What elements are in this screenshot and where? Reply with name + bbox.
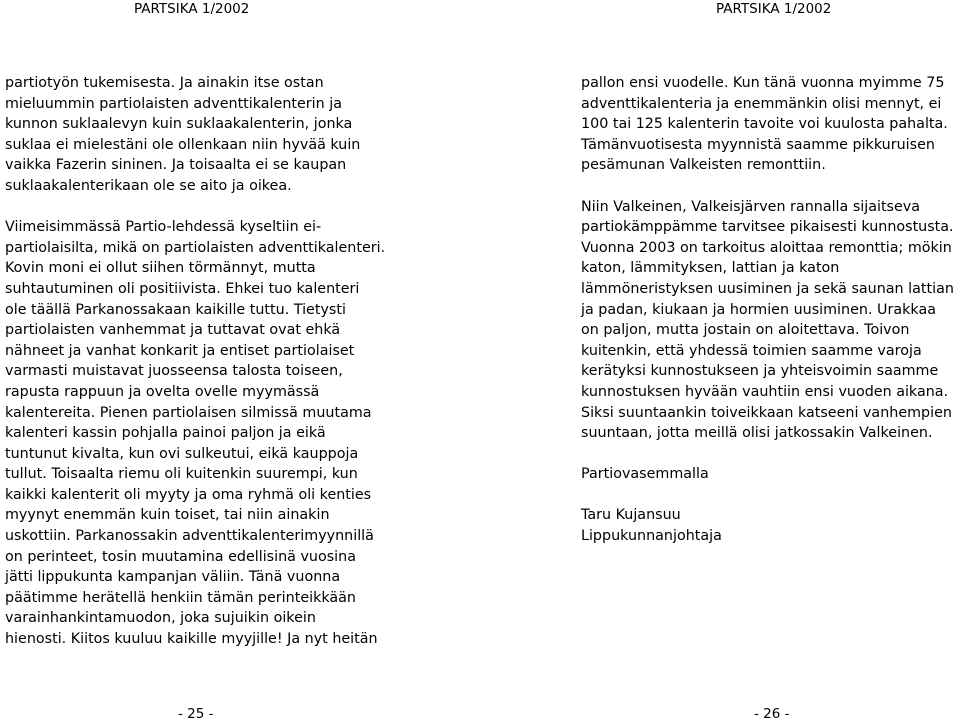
body-paragraph: Viimeisimmässä Partio-lehdessä kyseltiin ei- partiolaisilta, mikä on partiolaisten adventtikalenteri. Kovin moni ei ollut siihen törmännyt, mutta suhtautuminen oli positiivista. Ehkei tuo kalenteri ole täällä Parkanossakaan kaikille tuttu. Tietysti partiolaisten vanhemmat ja tuttavat ovat ehkä nähneet ja vanhat konkarit ja entiset partiolaiset varmasti muistavat juosseensa talosta toiseen, rapusta rappuun ja ovelta ovelle myymässä kalentereita. Pienen partiolaisen silmissä muutama kalenteri kassin pohjalla painoi paljon ja eikä tuntunut kivalta, kun ovi sulkeutui, eikä kauppoja tullut. Toisaalta riemu oli kuitenkin suurempi, kun kaikki kalenterit oli myyty ja oma ryhmä oli kenties myynyt enemmän kuin toiset, tai niin ainakin uskottiin. Parkanossakin adventtikalenterimyynnillä on perinteet, tosin muutamina edellisinä vuosina jätti lippukunta kampanjan väliin. Tänä vuonna päätimme herätellä henkiin tämän perinteikkään varainhankintamuodon, joka sujuikin oikein hienosti. Kiitos kuuluu kaikille myyjille! Ja nyt heitän [5,219,386,648]
signature-title: Lippukunnanjohtaja [581,528,722,545]
closing-line: Partiovasemmalla [581,466,709,483]
page-number-right: - 26 - [754,706,790,722]
left-column [5,73,397,670]
page-header-right: PARTSIKA 1/2002 [716,1,832,17]
body-paragraph: partiotyön tukemisesta. Ja ainakin itse ostan mieluummin partiolaisten adventtikalenterin ja kunnon suklaalevyn kuin suklaakalenterin, jonka suklaa ei mielestäni ole ollenkaan niin hyvää kuin vaikka Fazerin sininen. Ja toisaalta ei se kaupan suklaakalenterikaan ole se aito ja oikea. [5,75,361,194]
signature-name: Taru Kujansuu [581,507,681,524]
body-paragraph: Niin Valkeinen, Valkeisjärven rannalla sijaitseva partiokämppämme tarvitsee pikaisesti kunnostusta. Vuonna 2003 on tarkoitus aloittaa remonttia; mökin katon, lämmityksen, lattian ja katon lämmöneristyksen uusiminen ja sekä saunan lattian ja padan, kiukaan ja hormien uusiminen. Urakkaa on paljon, mutta jostain on aloitettava. Toivon kuitenkin, että yhdessä toimien saamme varoja kerätyksi kunnostukseen ja yhteisvoimin saamme kunnostuksen hyvään vauhtiin ensi vuoden aikana. Siksi suuntaankin toiveikkaan katseeni vanhempien suuntaan, jotta meillä olisi jatkossakin Valkeinen. [581,198,954,442]
body-paragraph: pallon ensi vuodelle. Kun tänä vuonna myimme 75 adventtikalenteria ja enemmänkin olisi mennyt, ei 100 tai 125 kalenterin tavoite voi kuulosta pahalta. Tämänvuotisesta myynnistä saamme pikkuruisen pesämunan Valkeisten remonttiin. [581,75,948,174]
right-column [581,73,959,547]
page-number-left: - 25 - [178,706,214,722]
page-header-left: PARTSIKA 1/2002 [134,1,250,17]
